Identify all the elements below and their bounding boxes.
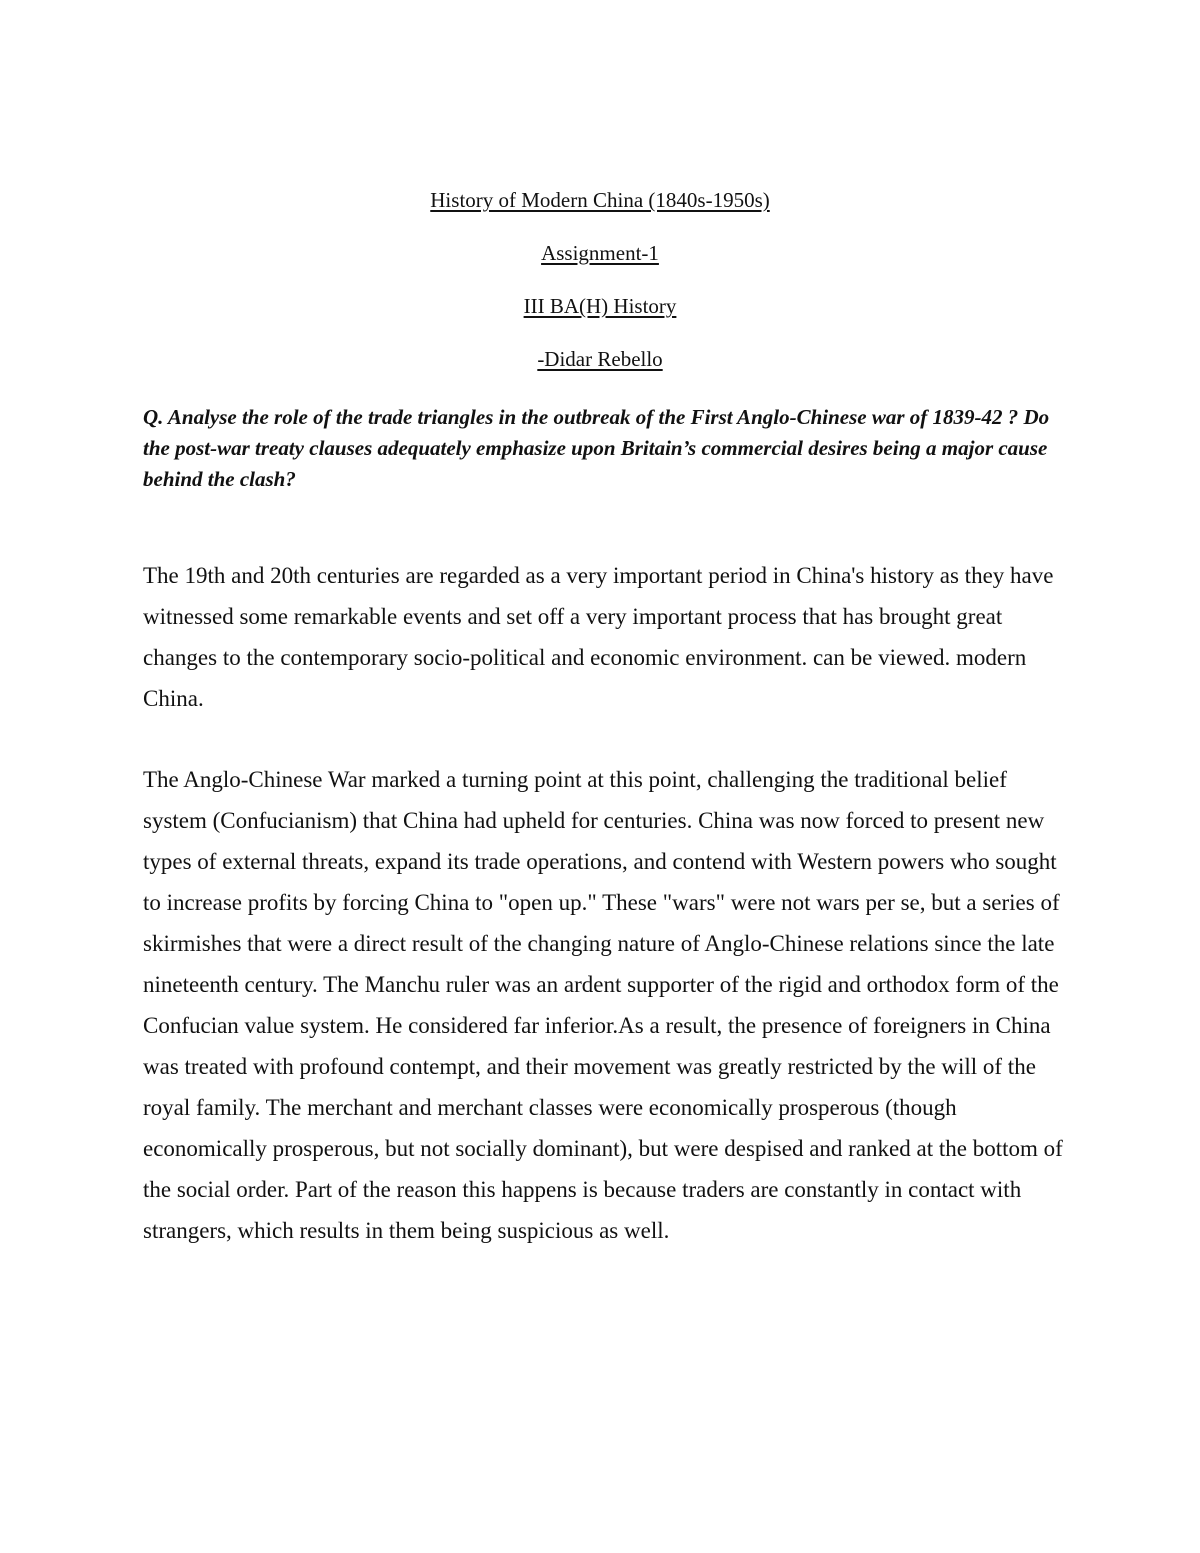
course-title: History of Modern China (1840s-1950s) [430,188,770,212]
assignment-label: Assignment-1 [541,241,659,265]
body-paragraph: The Anglo-Chinese War marked a turning point at this point, challenging the traditional belief system (Confucianism) that China had upheld for centuries. China was now forced to present new types of external threats, expand its trade operations, and contend with Western powers who sought to increase profits by forcing China to "open up." These "wars" were not wars per se, but a series of skirmishes that were a direct result of the changing nature of Anglo-Chinese relations since the late nineteenth century. The Manchu ruler was an ardent supporter of the rigid and orthodox form of the Confucian value system. He considered far inferior.As a result, the presence of foreigners in China was treated with profound contempt, and their movement was greatly restricted by the will of the royal family. The merchant and merchant classes were economically prosperous (though economically prosperous, but not socially dominant), but were despised and ranked at the bottom of the social order. Part of the reason this happens is because traders are constantly in contact with strangers, which results in them being suspicious as well. [143,767,1063,1243]
assignment-question: Q. Analyse the role of the trade triangles in the outbreak of the First Anglo-Chinese war of 1839-42 ? Do the post-war treaty clauses adequately emphasize upon Britain’s commercial desires being a major cause behind the clash? [143,405,1050,491]
body-paragraph: The 19th and 20th centuries are regarded as a very important period in China's history as they have witnessed some remarkable events and set off a very important process that has brought great changes to the contemporary socio-political and economic environment. can be viewed. modern China. [143,563,1054,711]
class-label: III BA(H) History [523,294,677,318]
author-name: -Didar Rebello [537,347,663,371]
document-header [0,180,1200,392]
